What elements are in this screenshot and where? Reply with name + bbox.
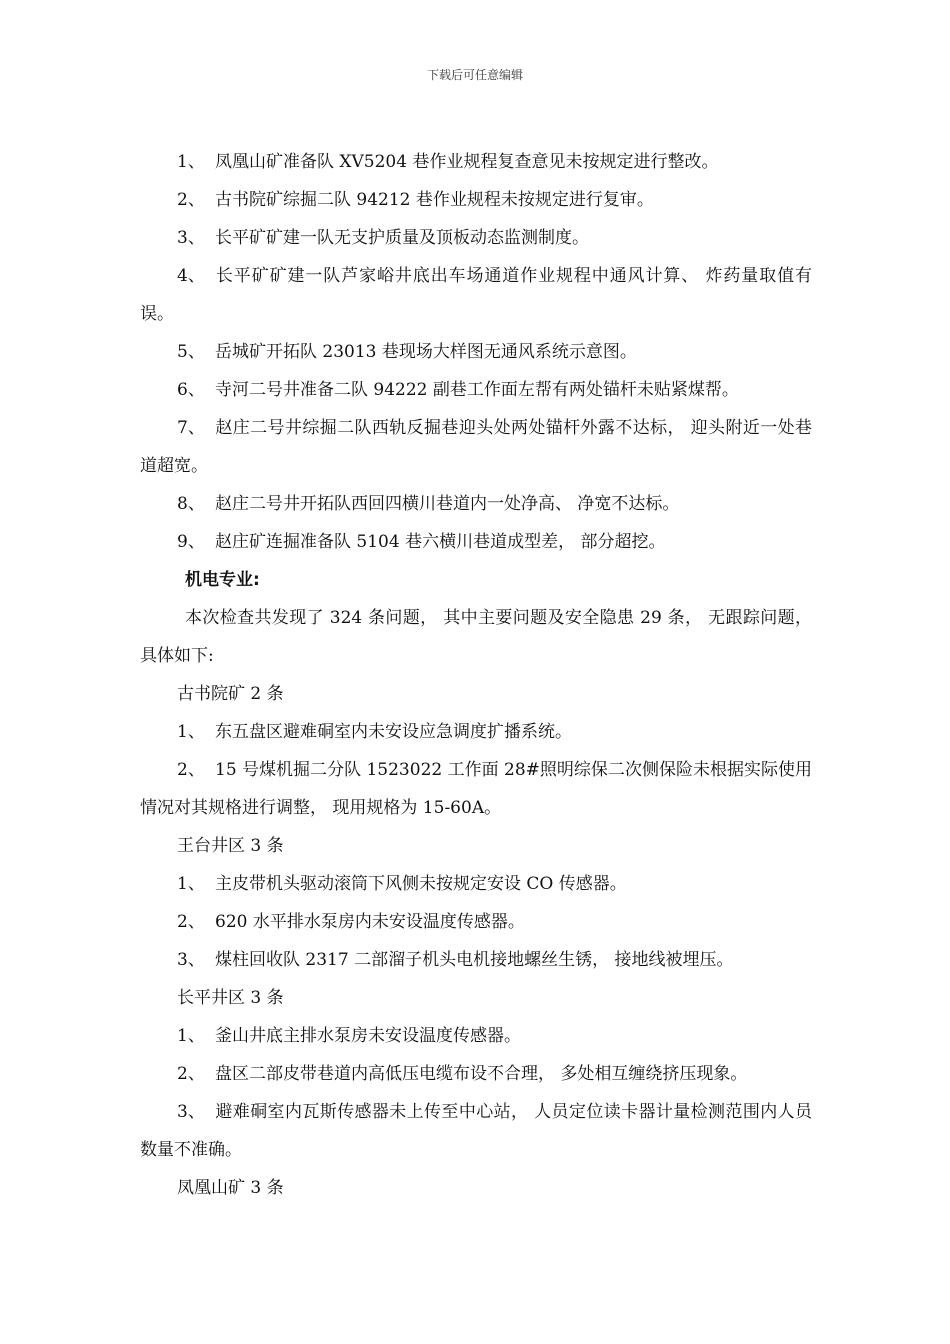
- item-number: 2、: [177, 760, 205, 780]
- list-item: [140, 143, 812, 181]
- item-text: 寺河二号井准备二队 94222 副巷工作面左帮有两处锚杆未贴紧煤帮。: [215, 380, 739, 400]
- list-item: [140, 523, 812, 561]
- item-text: 避难硐室内瓦斯传感器未上传至中心站， 人员定位读卡器计量检测范围内人员数量不准确。: [140, 1102, 812, 1160]
- item-number: 1、: [177, 152, 205, 172]
- item-number: 1、: [177, 874, 205, 894]
- item-number: 4、: [177, 266, 205, 286]
- group-title: 长平井区 3 条: [177, 988, 284, 1008]
- list-item: [140, 1017, 812, 1055]
- list-item: [140, 713, 812, 751]
- item-number: 1、: [177, 1026, 205, 1046]
- item-number: 3、: [177, 228, 205, 248]
- item-text: 主皮带机头驱动滚筒下风侧未按规定安设 CO 传感器。: [215, 874, 627, 894]
- list-item: [140, 219, 812, 257]
- list-item: [140, 941, 812, 979]
- item-text: 煤柱回收队 2317 二部溜子机头电机接地螺丝生锈， 接地线被埋压。: [215, 950, 734, 970]
- list-item: [140, 371, 812, 409]
- item-number: 2、: [177, 912, 205, 932]
- document-body: [140, 143, 812, 1207]
- list-item: [140, 333, 812, 371]
- item-number: 6、: [177, 380, 205, 400]
- list-item: [140, 485, 812, 523]
- item-text: 釜山井底主排水泵房未安设温度传感器。: [215, 1026, 521, 1046]
- item-number: 5、: [177, 342, 205, 362]
- item-text: 15 号煤机掘二分队 1523022 工作面 28#照明综保二次侧保险未根据实际使用情况对其规格进行调整， 现用规格为 15-60A。: [140, 760, 812, 818]
- list-item: [140, 1055, 812, 1093]
- list-item: [140, 903, 812, 941]
- item-text: 620 水平排水泵房内未安设温度传感器。: [215, 912, 525, 932]
- item-number: 2、: [177, 1064, 205, 1084]
- item-number: 8、: [177, 494, 205, 514]
- item-text: 赵庄矿连掘准备队 5104 巷六横川巷道成型差， 部分超挖。: [215, 532, 666, 552]
- item-text: 赵庄二号井开拓队西回四横川巷道内一处净高、 净宽不达标。: [215, 494, 680, 514]
- item-number: 1、: [177, 722, 205, 742]
- item-number: 3、: [177, 950, 205, 970]
- list-item: [140, 181, 812, 219]
- section-heading: 机电专业:: [185, 570, 260, 590]
- list-item: [140, 409, 812, 485]
- item-text: 古书院矿综掘二队 94212 巷作业规程未按规定进行复审。: [215, 190, 654, 210]
- item-text: 凤凰山矿准备队 XV5204 巷作业规程复查意见未按规定进行整改。: [215, 152, 719, 172]
- item-number: 3、: [177, 1102, 205, 1122]
- group-title: 古书院矿 2 条: [177, 684, 284, 704]
- item-text: 东五盘区避难硐室内未安设应急调度扩播系统。: [215, 722, 572, 742]
- list-item: [140, 257, 812, 333]
- item-text: 长平矿矿建一队芦家峪井底出车场通道作业规程中通风计算、 炸药量取值有误。: [140, 266, 812, 324]
- group-title: 王台井区 3 条: [177, 836, 284, 856]
- item-text: 岳城矿开拓队 23013 巷现场大样图无通风系统示意图。: [215, 342, 637, 362]
- item-text: 赵庄二号井综掘二队西轨反掘巷迎头处两处锚杆外露不达标， 迎头附近一处巷道超宽。: [140, 418, 812, 476]
- section-intro: 本次检查共发现了 324 条问题， 其中主要问题及安全隐患 29 条， 无跟踪问题， 具体如下:: [140, 608, 812, 666]
- list-item: [140, 1093, 812, 1169]
- item-number: 2、: [177, 190, 205, 210]
- list-item: [140, 751, 812, 827]
- item-text: 盘区二部皮带巷道内高低压电缆布设不合理， 多处相互缠绕挤压现象。: [215, 1064, 748, 1084]
- page-header: 下载后可任意编辑: [426, 68, 523, 82]
- item-number: 9、: [177, 532, 205, 552]
- item-text: 长平矿矿建一队无支护质量及顶板动态监测制度。: [215, 228, 589, 248]
- item-number: 7、: [177, 418, 205, 438]
- list-item: [140, 865, 812, 903]
- group-title: 凤凰山矿 3 条: [177, 1178, 284, 1198]
